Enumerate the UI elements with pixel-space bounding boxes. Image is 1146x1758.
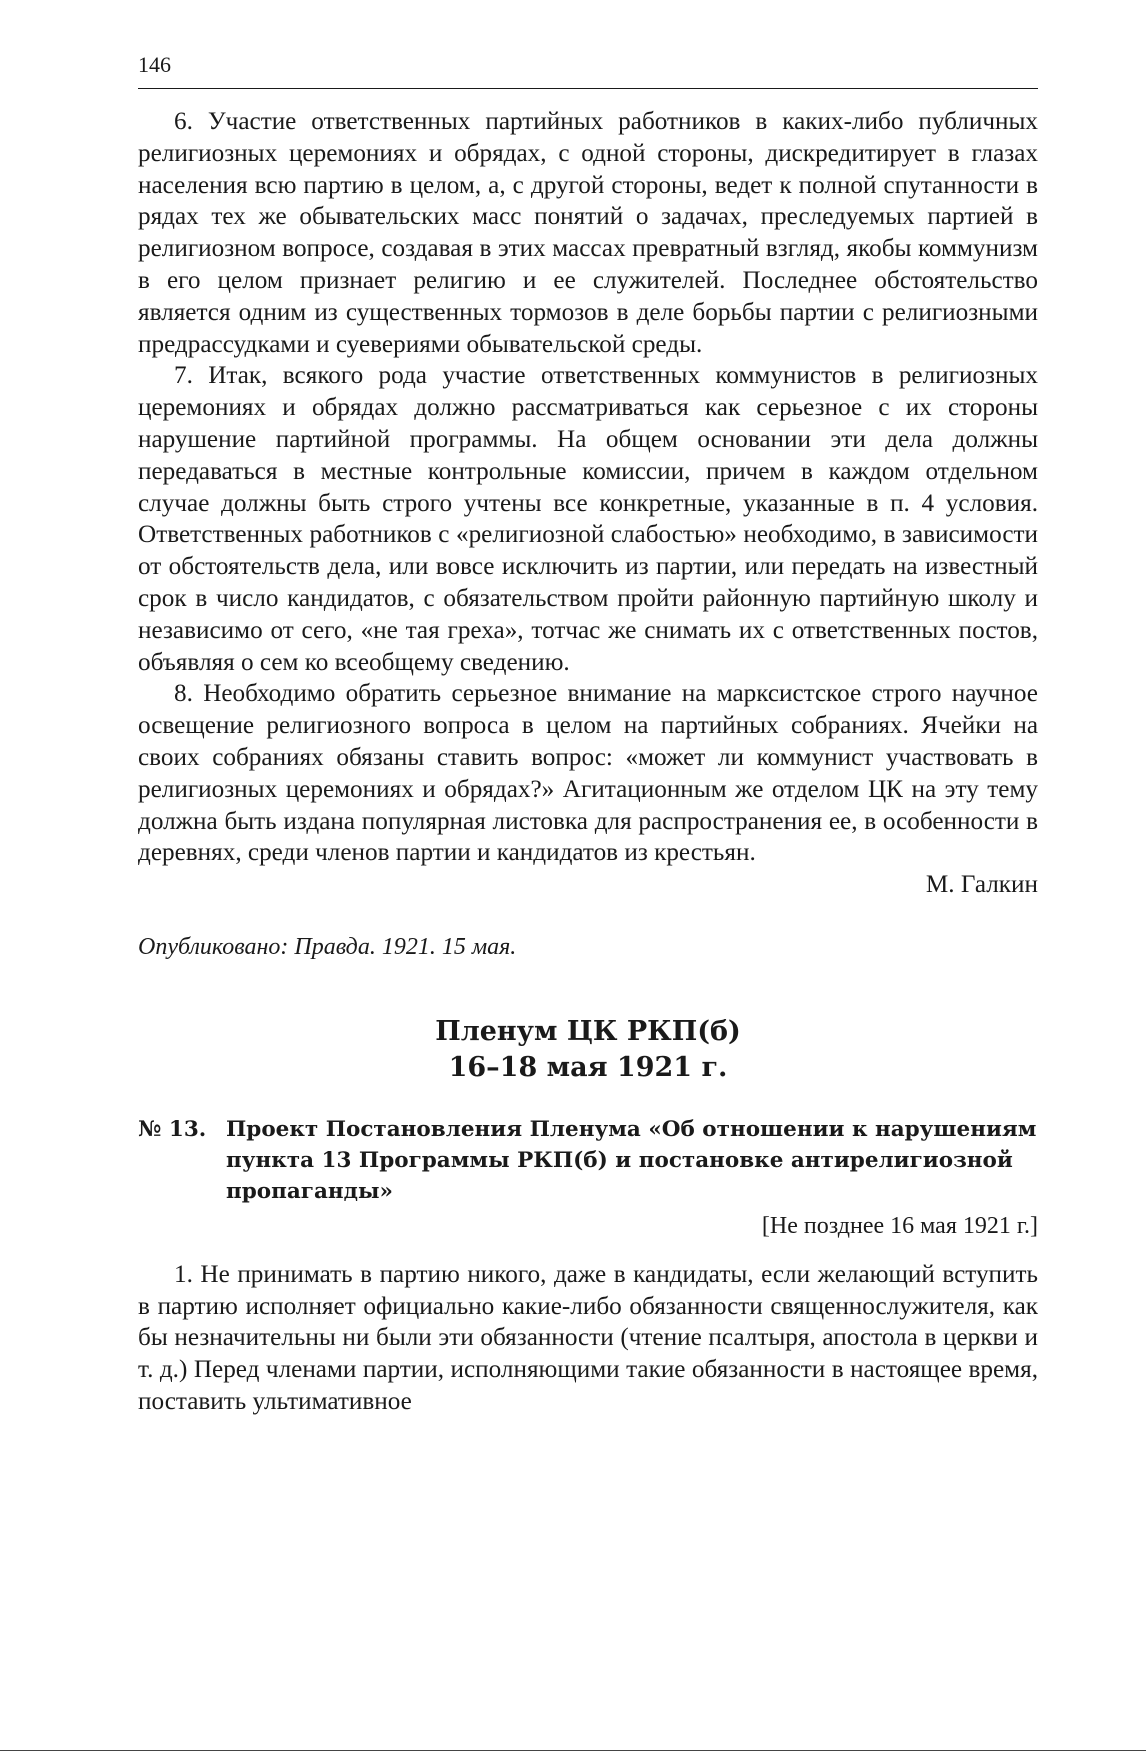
section-title (138, 1014, 1038, 1086)
scan-edge-line (0, 1750, 1146, 1751)
author-signature: М. Галкин (925, 871, 1038, 899)
paragraph-6: 6. Участие ответственных партийных работников в каких-либо публичных религиозных церемониях и обрядах, с одной стороны, дискредитирует в глазах населения всю партию в целом, а, с другой стороны, ведет к полной спутанности в рядах тех же обывательских масс понятий о задачах, преследуемых партией в религиозном вопросе, создавая в этих массах превратный взгляд, якобы коммунизм в его целом признает религию и ее служителей. Последнее обстоятельство является одним из существенных тормозов в деле борьбы партии с религиозными предрассудками и суевериями обывательской среды. (138, 108, 1038, 358)
body-text (138, 106, 1038, 1418)
page-number: 146 (138, 52, 171, 77)
document-heading (138, 1114, 1038, 1207)
publication-note: Опубликовано: Правда. 1921. 15 мая. (138, 933, 517, 960)
document-body (138, 1259, 1038, 1418)
book-page (138, 0, 1038, 1758)
document-title: Проект Постановления Пленума «Об отношении к нарушениям пункта 13 Программы РКП(б) и постановке антирелигиозной пропаганды» (226, 1116, 1037, 1204)
paragraph-7: 7. Итак, всякого рода участие ответственных коммунистов в религиозных церемониях и обрядах должно рассматриваться как серьезное с их стороны нарушение партийной программы. На общем основании эти дела должны передаваться в местные контрольные комиссии, причем в каждом отдельном случае должны быть строго учтены все конкретные, указанные в п. 4 условия. Ответственных работников с «религиозной слабостью» необходимо, в зависимости от обстоятельств дела, или вовсе исключить из партии, или передать на известный срок в число кандидатов, с обязательством пройти районную партийную школу и независимо от сего, «не тая греха», тотчас же снимать их с ответственных постов, объявляя о сем ко всеобщему сведению. (138, 362, 1038, 676)
document-number: № 13. (138, 1116, 207, 1142)
paragraph-8: 8. Необходимо обратить серьезное внимание на марксистское строго научное освещение религиозного вопроса в целом на партийных собраниях. Ячейки на своих собраниях обязаны ставить вопрос: «может ли коммунист участвовать в религиозных церемониях и обрядах?» Агитационным же отделом ЦК на эту тему должна быть издана популярная листовка для распространения ее, в особенности в деревнях, среди членов партии и кандидатов из крестьян. (138, 680, 1038, 867)
document-paragraph-1: 1. Не принимать в партию никого, даже в кандидаты, если желающий вступить в партию исполняет официально какие-либо обязанности священнослужителя, как бы незначительны ни были эти обязанности (чтение псалтыря, апостола в церкви и т. д.) Перед членами партии, исполняющими такие обязанности в настоящее время, поставить ультимативное (138, 1260, 1038, 1415)
document-date: [Не позднее 16 мая 1921 г.] (761, 1212, 1038, 1239)
section-title-line-2: 16–18 мая 1921 г. (448, 1051, 728, 1083)
section-title-line-1: Пленум ЦК РКП(б) (435, 1015, 741, 1047)
header-rule (138, 88, 1038, 89)
